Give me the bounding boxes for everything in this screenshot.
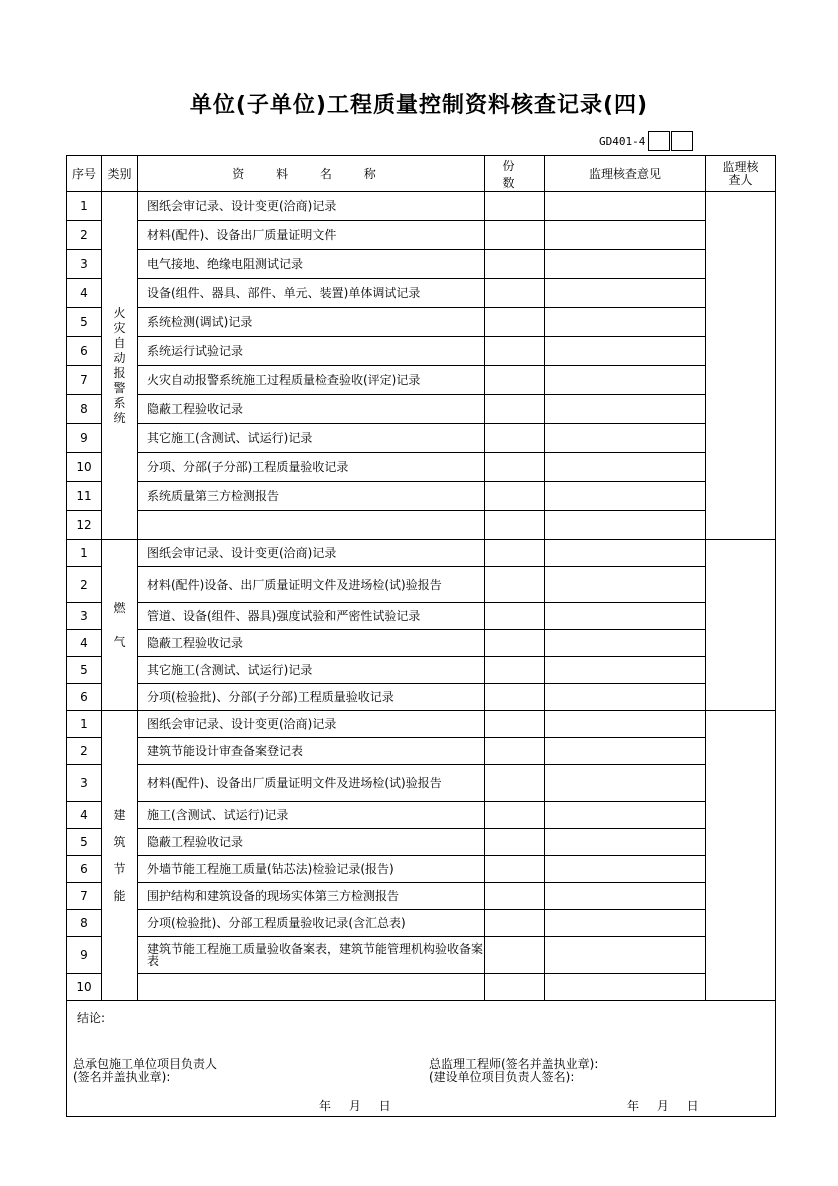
row-number: 12 [67, 511, 102, 540]
table-row [67, 337, 776, 366]
checker-cell[interactable] [706, 711, 776, 1001]
document-name: 图纸会审记录、设计变更(洽商)记录 [138, 192, 485, 221]
header-name: 资 料 名 称 [138, 156, 485, 192]
table-row [67, 883, 776, 910]
opinion-cell[interactable] [545, 279, 706, 308]
row-number: 4 [67, 279, 102, 308]
document-name: 隐蔽工程验收记录 [138, 829, 485, 856]
table-row [67, 684, 776, 711]
opinion-cell[interactable] [545, 540, 706, 567]
row-number: 6 [67, 856, 102, 883]
document-name: 设备(组件、器具、部件、单元、装置)单体调试记录 [138, 279, 485, 308]
table-row [67, 395, 776, 424]
copies-cell[interactable] [485, 711, 545, 738]
supervisor-line2: (建设单位项目负责人签名): [429, 1070, 575, 1084]
copies-cell[interactable] [485, 567, 545, 603]
copies-cell[interactable] [485, 308, 545, 337]
opinion-cell[interactable] [545, 482, 706, 511]
document-name: 材料(配件)、设备出厂质量证明文件 [138, 221, 485, 250]
opinion-cell[interactable] [545, 630, 706, 657]
copies-cell[interactable] [485, 250, 545, 279]
table-row [67, 424, 776, 453]
document-name: 建筑节能设计审查备案登记表 [138, 738, 485, 765]
document-name: 分项(检验批)、分部(子分部)工程质量验收记录 [138, 684, 485, 711]
footer-row [67, 1001, 776, 1117]
header-seq: 序号 [67, 156, 102, 192]
document-name: 火灾自动报警系统施工过程质量检查验收(评定)记录 [138, 366, 485, 395]
table-row [67, 937, 776, 974]
document-name: 系统质量第三方检测报告 [138, 482, 485, 511]
opinion-cell[interactable] [545, 250, 706, 279]
document-name: 其它施工(含测试、试运行)记录 [138, 657, 485, 684]
document-name: 隐蔽工程验收记录 [138, 630, 485, 657]
opinion-cell[interactable] [545, 657, 706, 684]
document-name: 电气接地、绝缘电阻测试记录 [138, 250, 485, 279]
row-number: 2 [67, 567, 102, 603]
row-number: 1 [67, 540, 102, 567]
conclusion-label: 结论: [77, 1011, 106, 1025]
opinion-cell[interactable] [545, 567, 706, 603]
opinion-cell[interactable] [545, 221, 706, 250]
table-row [67, 856, 776, 883]
copies-cell[interactable] [485, 738, 545, 765]
copies-cell[interactable] [485, 856, 545, 883]
row-number: 7 [67, 883, 102, 910]
category-label: 建筑节能 [113, 807, 126, 903]
opinion-cell[interactable] [545, 603, 706, 630]
copies-cell[interactable] [485, 657, 545, 684]
table-row [67, 192, 776, 221]
row-number: 5 [67, 829, 102, 856]
row-number: 7 [67, 366, 102, 395]
row-number: 3 [67, 603, 102, 630]
copies-cell[interactable] [485, 221, 545, 250]
code-box-2[interactable] [671, 131, 693, 151]
copies-cell[interactable] [485, 424, 545, 453]
document-name: 其它施工(含测试、试运行)记录 [138, 424, 485, 453]
page-title: 单位(子单位)工程质量控制资料核查记录(四) [189, 93, 649, 118]
document-name: 围护结构和建筑设备的现场实体第三方检测报告 [138, 883, 485, 910]
table-row [67, 511, 776, 540]
supervisor-signature [429, 1058, 598, 1084]
table-row [67, 221, 776, 250]
table-row [67, 630, 776, 657]
copies-cell[interactable] [485, 829, 545, 856]
opinion-cell[interactable] [545, 511, 706, 540]
opinion-cell[interactable] [545, 308, 706, 337]
contractor-line2: (签名并盖执业章): [73, 1070, 171, 1084]
document-name: 分项、分部(子分部)工程质量验收记录 [138, 453, 485, 482]
row-number: 5 [67, 308, 102, 337]
checker-cell[interactable] [706, 192, 776, 540]
contractor-line1: 总承包施工单位项目负责人 [73, 1057, 218, 1071]
table-row [67, 910, 776, 937]
table-row [67, 711, 776, 738]
opinion-cell[interactable] [545, 937, 706, 974]
row-number: 10 [67, 974, 102, 1001]
document-name: 施工(含测试、试运行)记录 [138, 802, 485, 829]
table-row [67, 540, 776, 567]
category-label: 燃气 [113, 601, 126, 649]
document-name: 材料(配件)设备、出厂质量证明文件及进场检(试)验报告 [138, 567, 485, 603]
row-number: 8 [67, 395, 102, 424]
document-name: 分项(检验批)、分部工程质量验收记录(含汇总表) [138, 910, 485, 937]
header-checker: 监理核查人 [706, 156, 776, 192]
copies-cell[interactable] [485, 603, 545, 630]
document-name: 管道、设备(组件、器具)强度试验和严密性试验记录 [138, 603, 485, 630]
opinion-cell[interactable] [545, 192, 706, 221]
row-number: 4 [67, 630, 102, 657]
copies-cell[interactable] [485, 453, 545, 482]
header-row [67, 156, 776, 192]
table-row [67, 366, 776, 395]
copies-cell[interactable] [485, 337, 545, 366]
table-row [67, 603, 776, 630]
table-row [67, 829, 776, 856]
table-row [67, 802, 776, 829]
copies-cell[interactable] [485, 974, 545, 1001]
code-box-1[interactable] [648, 131, 670, 151]
copies-cell[interactable] [485, 630, 545, 657]
row-number: 6 [67, 337, 102, 366]
table-row [67, 738, 776, 765]
row-number: 8 [67, 910, 102, 937]
row-number: 3 [67, 250, 102, 279]
row-number: 1 [67, 711, 102, 738]
document-name [138, 974, 485, 1001]
opinion-cell[interactable] [545, 366, 706, 395]
supervisor-line1: 总监理工程师(签名并盖执业章): [429, 1057, 599, 1071]
row-number: 11 [67, 482, 102, 511]
table-row [67, 974, 776, 1001]
copies-cell[interactable] [485, 802, 545, 829]
copies-cell[interactable] [485, 482, 545, 511]
opinion-cell[interactable] [545, 337, 706, 366]
copies-cell[interactable] [485, 937, 545, 974]
category-cell [102, 711, 138, 1001]
copies-cell[interactable] [485, 883, 545, 910]
form-code [599, 131, 693, 151]
opinion-cell[interactable] [545, 765, 706, 802]
copies-cell[interactable] [485, 684, 545, 711]
category-cell [102, 192, 138, 540]
copies-cell[interactable] [485, 279, 545, 308]
form-code-label: GD401-4 [599, 134, 646, 148]
opinion-cell[interactable] [545, 829, 706, 856]
checklist-table [66, 155, 776, 1117]
footer-cell [67, 1001, 776, 1117]
document-name: 材料(配件)、设备出厂质量证明文件及进场检(试)验报告 [138, 765, 485, 802]
header-opinion: 监理核查意见 [545, 156, 706, 192]
row-number: 5 [67, 657, 102, 684]
table-row [67, 308, 776, 337]
document-name: 图纸会审记录、设计变更(洽商)记录 [138, 711, 485, 738]
document-name: 隐蔽工程验收记录 [138, 395, 485, 424]
row-number: 1 [67, 192, 102, 221]
copies-cell[interactable] [485, 540, 545, 567]
header-category: 类别 [102, 156, 138, 192]
table-row [67, 250, 776, 279]
opinion-cell[interactable] [545, 453, 706, 482]
document-name: 系统运行试验记录 [138, 337, 485, 366]
header-copies: 份 数 [485, 156, 545, 192]
document-name [138, 511, 485, 540]
table-row [67, 567, 776, 603]
copies-cell[interactable] [485, 910, 545, 937]
copies-cell[interactable] [485, 366, 545, 395]
category-cell [102, 540, 138, 711]
date-right: 年 月 日 [627, 1099, 699, 1113]
row-number: 6 [67, 684, 102, 711]
table-row [67, 482, 776, 511]
row-number: 9 [67, 424, 102, 453]
opinion-cell[interactable] [545, 711, 706, 738]
opinion-cell[interactable] [545, 910, 706, 937]
opinion-cell[interactable] [545, 856, 706, 883]
row-number: 9 [67, 937, 102, 974]
table-row [67, 453, 776, 482]
copies-cell[interactable] [485, 192, 545, 221]
opinion-cell[interactable] [545, 883, 706, 910]
row-number: 2 [67, 738, 102, 765]
opinion-cell[interactable] [545, 424, 706, 453]
checker-cell[interactable] [706, 540, 776, 711]
opinion-cell[interactable] [545, 802, 706, 829]
row-number: 10 [67, 453, 102, 482]
document-name: 系统检测(调试)记录 [138, 308, 485, 337]
opinion-cell[interactable] [545, 974, 706, 1001]
document-name: 外墙节能工程施工质量(钻芯法)检验记录(报告) [138, 856, 485, 883]
copies-cell[interactable] [485, 511, 545, 540]
table-row [67, 657, 776, 684]
contractor-signature [73, 1058, 217, 1084]
date-left: 年 月 日 [319, 1099, 391, 1113]
copies-cell[interactable] [485, 765, 545, 802]
opinion-cell[interactable] [545, 738, 706, 765]
row-number: 2 [67, 221, 102, 250]
table-row [67, 279, 776, 308]
opinion-cell[interactable] [545, 395, 706, 424]
document-name: 建筑节能工程施工质量验收备案表，建筑节能管理机构验收备案表 [138, 937, 485, 974]
row-number: 3 [67, 765, 102, 802]
row-number: 4 [67, 802, 102, 829]
copies-cell[interactable] [485, 395, 545, 424]
category-label: 火灾自动报警系统 [113, 305, 126, 425]
opinion-cell[interactable] [545, 684, 706, 711]
table-row [67, 765, 776, 802]
document-name: 图纸会审记录、设计变更(洽商)记录 [138, 540, 485, 567]
